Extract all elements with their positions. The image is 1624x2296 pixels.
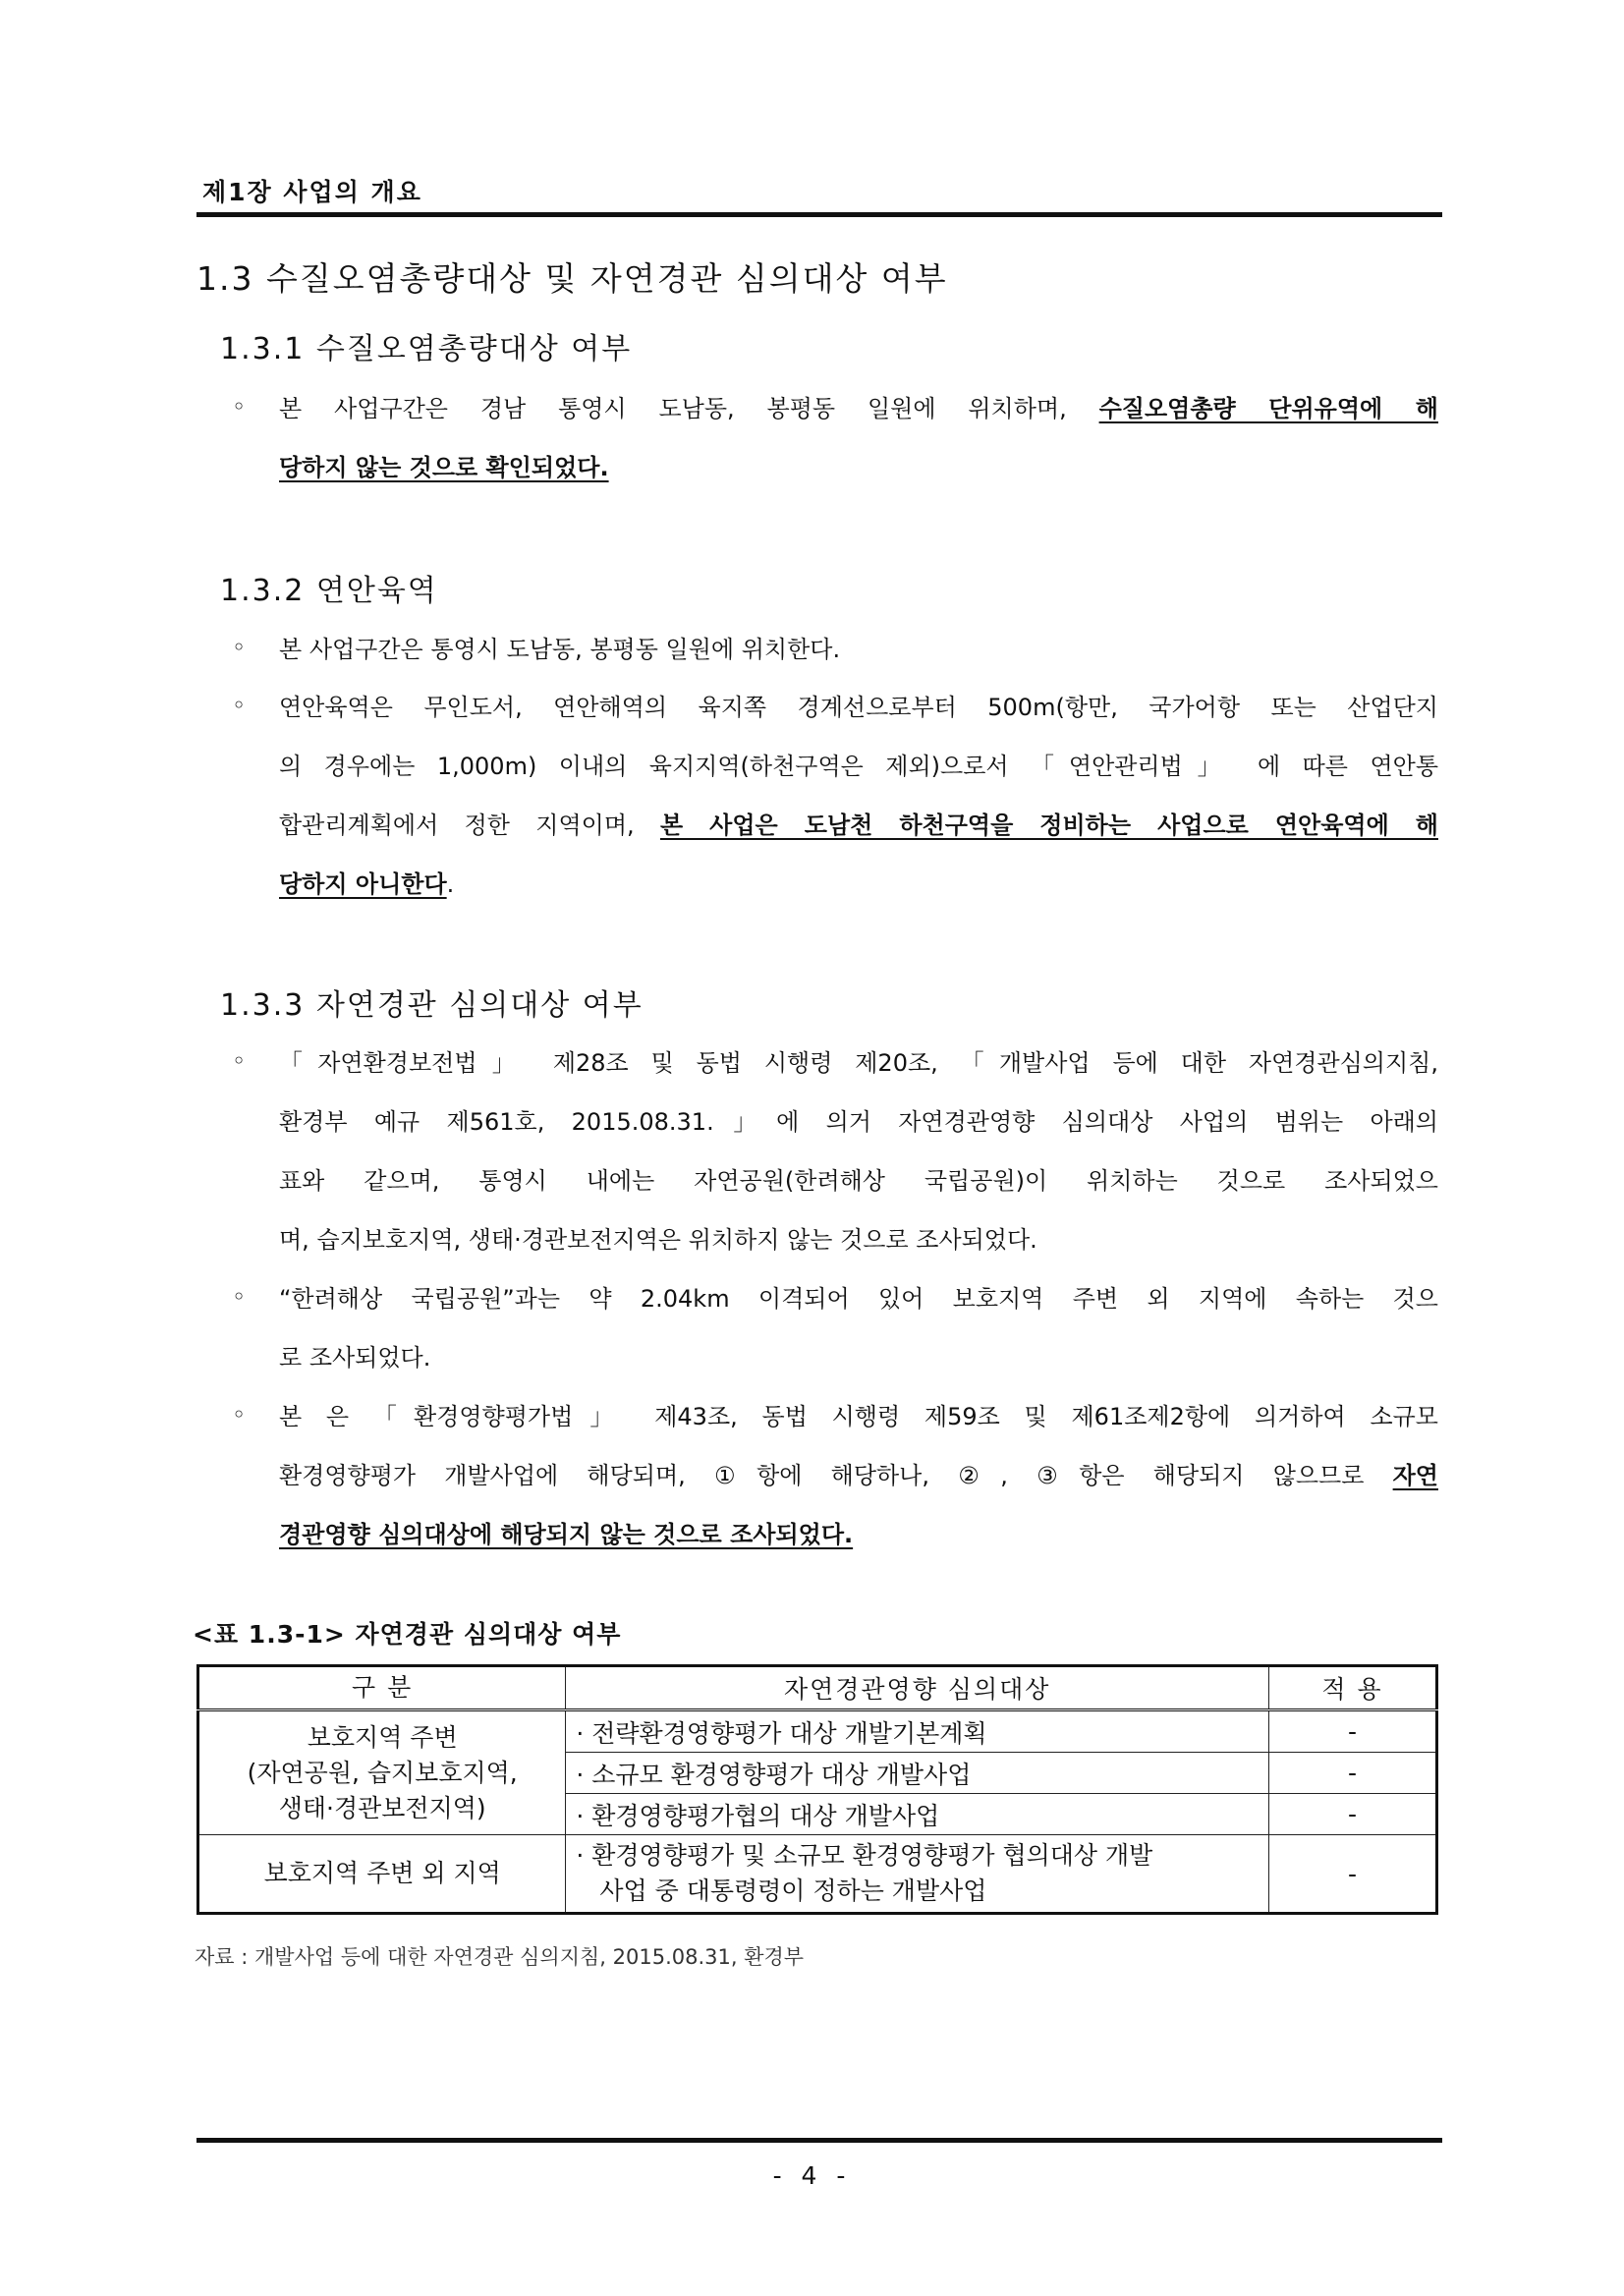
- table-cell: · 소규모 환경영향평가 대상 개발사업: [566, 1753, 1269, 1794]
- paragraph-text: 본 사업구간은 경남 통영시 도남동, 봉평동 일원에 위치하며,: [279, 395, 1099, 422]
- paragraph-line: [279, 452, 1438, 483]
- emphasis-text: 수질오염총량 단위유역에 해: [1098, 395, 1438, 422]
- paragraph-line: 표와 같으며, 통영시 내에는 자연공원(한려해상 국립공원)이 위치하는 것으로 조사되었으: [279, 1167, 1438, 1195]
- subsection-title-133: 1.3.3 자연경관 심의대상 여부: [220, 988, 644, 1023]
- section-title: 1.3 수질오염총량대상 및 자연경관 심의대상 여부: [196, 259, 948, 298]
- subsection-title-132: 1.3.2 연안육역: [220, 574, 438, 608]
- bullet-icon: ◦: [232, 393, 247, 420]
- cell-line: 사업 중 대통령령이 정하는 개발사업: [599, 1876, 987, 1905]
- paragraph-line: [279, 810, 1438, 841]
- group-label-line: 생태·경관보전지역): [278, 1793, 486, 1822]
- group-label-line: 보호지역 주변: [307, 1722, 458, 1752]
- paragraph-line: 본 사업구간은 통영시 도남동, 봉평동 일원에 위치한다.: [279, 636, 841, 663]
- bullet-icon: ◦: [232, 1283, 247, 1311]
- table-cell: -: [1269, 1835, 1437, 1914]
- emphasis-text: 자연: [1392, 1462, 1438, 1489]
- group-label-cell: [198, 1710, 566, 1835]
- paragraph-line: 연안육역은 무인도서, 연안해역의 육지쪽 경계선으로부터 500m(항만, 국가어항 또는 산업단지: [279, 694, 1438, 721]
- paragraph-text: 환경영향평가 개발사업에 해당되며, ①항에 해당하나, ②, ③항은 해당되지 않으므로: [279, 1462, 1393, 1489]
- paragraph-line: [279, 868, 1438, 900]
- paragraph-line: [279, 1460, 1438, 1491]
- emphasis-text: 당하지 않는 것으로 확인되었다.: [279, 454, 609, 481]
- paragraph-line: [279, 1519, 1438, 1550]
- table-row: [198, 1835, 1437, 1914]
- table-cell: · 전략환경영향평가 대상 개발기본계획: [566, 1710, 1269, 1753]
- bullet-icon: ◦: [232, 692, 247, 719]
- footer-divider: [196, 2138, 1442, 2143]
- table-cell: · 환경영향평가협의 대상 개발사업: [566, 1794, 1269, 1835]
- column-header: 자연경관영향 심의대상: [566, 1666, 1269, 1710]
- paragraph-text: .: [446, 870, 455, 898]
- paragraph-line: 로 조사되었다.: [279, 1344, 431, 1372]
- paragraph-text: 합관리계획에서 정한 지역이며,: [279, 812, 660, 839]
- table-source-note: 자료 : 개발사업 등에 대한 자연경관 심의지침, 2015.08.31, 환경부: [195, 1945, 805, 1969]
- group-label-line: (자연공원, 습지보호지역,: [247, 1758, 518, 1787]
- table-header-row: [198, 1666, 1437, 1710]
- chapter-header: 제1장 사업의 개요: [202, 178, 422, 206]
- page-number: - 4 -: [772, 2161, 852, 2190]
- paragraph-line: 의 경우에는 1,000m) 이내의 육지지역(하천구역은 제외)으로서 「연안관리법」 에 따른 연안통: [279, 753, 1438, 780]
- paragraph-line: [279, 393, 1438, 424]
- cell-line: · 환경영향평가 및 소규모 환경영향평가 협의대상 개발: [576, 1841, 1153, 1870]
- column-header: 구 분: [198, 1666, 566, 1710]
- paragraph-line: 「자연환경보전법」 제28조 및 동법 시행령 제20조, 「개발사업 등에 대한 자연경관심의지침,: [279, 1049, 1438, 1077]
- column-header: 적 용: [1269, 1666, 1437, 1710]
- bullet-icon: ◦: [232, 634, 247, 661]
- table-cell: -: [1269, 1753, 1437, 1794]
- bullet-icon: ◦: [232, 1401, 247, 1428]
- paragraph-line: 며, 습지보호지역, 생태·경관보전지역은 위치하지 않는 것으로 조사되었다.: [279, 1226, 1037, 1254]
- emphasis-text: 당하지 아니한다: [279, 870, 447, 898]
- emphasis-text: 경관영향 심의대상에 해당되지 않는 것으로 조사되었다.: [279, 1521, 854, 1548]
- paragraph-line: 환경부 예규 제561호, 2015.08.31.」에 의거 자연경관영향 심의대상 사업의 범위는 아래의: [279, 1108, 1438, 1136]
- paragraph-line: “한려해상 국립공원”과는 약 2.04km 이격되어 있어 보호지역 주변 외 지역에 속하는 것으: [279, 1285, 1438, 1313]
- header-divider: [196, 212, 1442, 217]
- emphasis-text: 본 사업은 도남천 하천구역을 정비하는 사업으로 연안육역에 해: [659, 812, 1438, 839]
- table-cell: -: [1269, 1794, 1437, 1835]
- paragraph-line: 본 은 「환경영향평가법」 제43조, 동법 시행령 제59조 및 제61조제2항에 의거하여 소규모: [279, 1403, 1438, 1430]
- table-caption: <표 1.3-1> 자연경관 심의대상 여부: [193, 1620, 622, 1649]
- bullet-icon: ◦: [232, 1047, 247, 1075]
- table-cell: [566, 1835, 1269, 1914]
- table-row: [198, 1710, 1437, 1753]
- table-cell: -: [1269, 1710, 1437, 1753]
- group-label-cell: 보호지역 주변 외 지역: [198, 1835, 566, 1914]
- subsection-title-131: 1.3.1 수질오염총량대상 여부: [220, 332, 633, 366]
- review-criteria-table: [196, 1664, 1438, 1915]
